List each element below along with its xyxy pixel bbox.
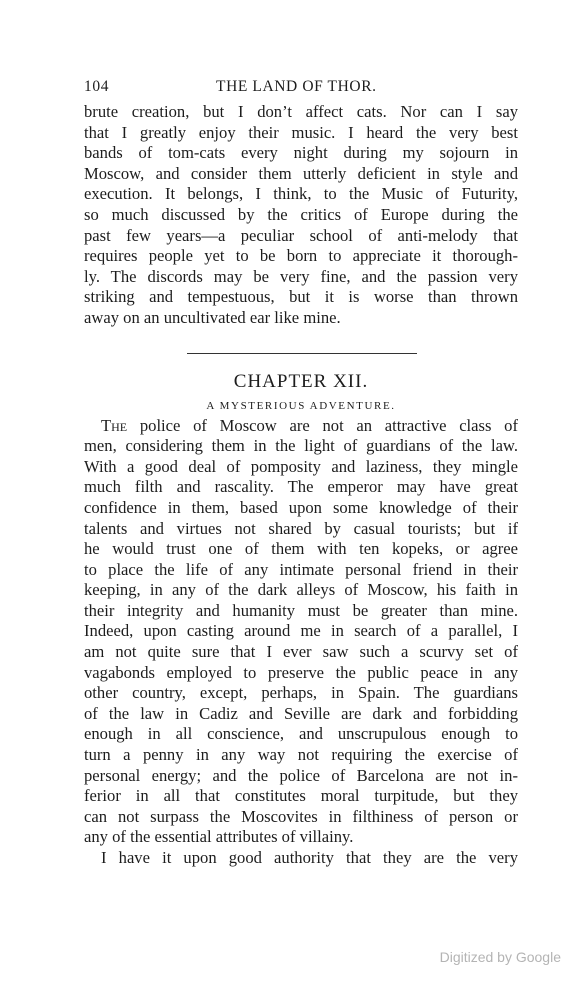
- closing-paragraph: [84, 102, 518, 329]
- text-line: execution. It belongs, I think, to the Music of Futurity,: [84, 184, 518, 204]
- first-line-text: police of Moscow are not an attractive class of: [127, 415, 518, 435]
- text-line: bands of tom-cats every night during my sojourn in: [84, 143, 518, 163]
- text-line: With a good deal of pomposity and laziness, they mingle: [84, 456, 518, 476]
- digitization-watermark: Digitized by Google: [439, 949, 561, 965]
- text-line: striking and tempestuous, but it is worse than thrown: [84, 287, 518, 307]
- text-line: personal energy; and the police of Barcelona are not in-: [84, 765, 518, 785]
- chapter-subtitle: A MYSTERIOUS ADVENTURE.: [206, 399, 396, 412]
- text-line: confidence in them, based upon some knowledge of their: [84, 497, 518, 517]
- text-line: men, considering them in the light of guardians of the law.: [84, 436, 518, 456]
- running-header: [84, 78, 518, 102]
- chapter-title: CHAPTER XII.: [233, 370, 369, 392]
- text-line: ly. The discords may be very fine, and the passion very: [84, 266, 518, 286]
- text-line: ferior in all that constitutes moral turpitude, but they: [84, 786, 518, 806]
- text-line: away on an uncultivated ear like mine.: [84, 307, 341, 327]
- text-line: past few years—a peculiar school of anti-melody that: [84, 225, 518, 245]
- text-line: much filth and rascality. The emperor may have great: [84, 477, 518, 497]
- text-line: can not surpass the Moscovites in filthiness of person or: [84, 806, 518, 826]
- text-line: requires people yet to be born to appreciate it thorough-: [84, 246, 518, 266]
- text-line: he would trust one of them with ten kopeks, or agree: [84, 539, 518, 559]
- text-line: keeping, in any of the dark alleys of Moscow, his faith in: [84, 580, 518, 600]
- page-number: 104: [84, 78, 110, 95]
- text-line: enough in all conscience, and unscrupulous enough to: [84, 724, 518, 744]
- text-line: vagabonds employed to preserve the public peace in any: [84, 662, 518, 682]
- text-line: to place the life of any intimate personal friend in their: [84, 559, 518, 579]
- text-line: I have it upon good authority that they are the very: [101, 848, 518, 867]
- text-line: their integrity and humanity must be greater than mine.: [84, 600, 518, 620]
- text-line: any of the essential attributes of villainy.: [84, 827, 354, 847]
- text-line: talents and virtues not shared by casual tourists; but if: [84, 518, 518, 538]
- text-line: so much discussed by the critics of Europe during the: [84, 204, 518, 224]
- text-line: of the law in Cadiz and Seville are dark and forbidding: [84, 703, 518, 723]
- opening-word: The: [101, 415, 128, 435]
- section-divider: [187, 353, 417, 354]
- running-title: THE LAND OF THOR.: [216, 78, 377, 95]
- chapter-paragraph: [84, 416, 518, 869]
- text-line: other country, except, perhaps, in Spain. The guardians: [84, 683, 518, 703]
- text-line: Moscow, and consider them utterly deficient in style and: [84, 163, 518, 183]
- text-line: brute creation, but I don’t affect cats. Nor can I say: [84, 102, 518, 121]
- text-line-first: [84, 416, 518, 437]
- text-line: that I greatly enjoy their music. I heard the very best: [84, 122, 518, 142]
- text-line: Indeed, upon casting around me in search of a parallel, I: [84, 621, 518, 641]
- book-page: [84, 78, 518, 869]
- text-line: turn a penny in any way not requiring the exercise of: [84, 745, 518, 765]
- text-line: am not quite sure that I ever saw such a scurvy set of: [84, 642, 518, 662]
